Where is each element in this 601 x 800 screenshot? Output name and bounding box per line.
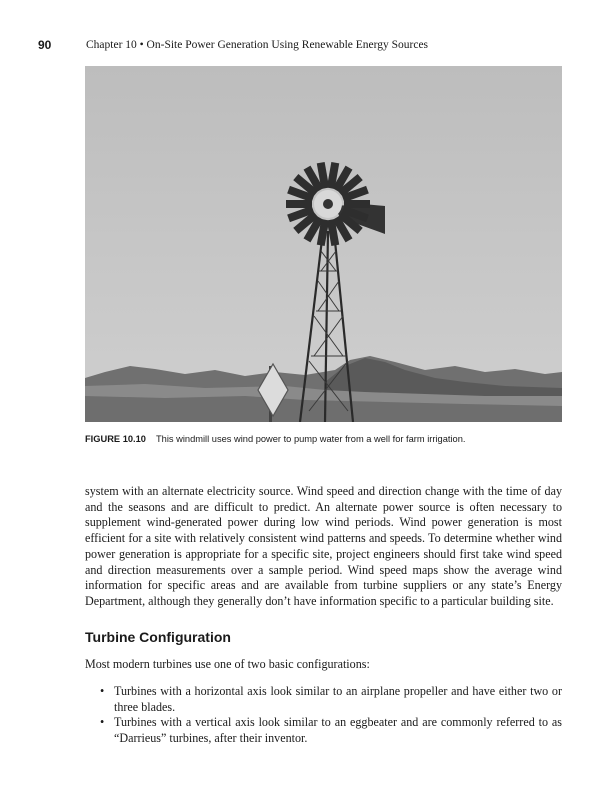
list-item	[85, 684, 562, 715]
figure-label: FIGURE 10.10	[85, 434, 146, 444]
figure-caption-text: This windmill uses wind power to pump water from a well for farm irrigation.	[155, 434, 466, 444]
bullet-list	[85, 684, 562, 747]
section-heading: Turbine Configuration	[85, 629, 231, 645]
list-item-text: Turbines with a horizontal axis look similar to an airplane propeller and have either two or three blades.	[114, 684, 562, 714]
windmill-photo	[85, 66, 562, 422]
windmill-photo-graphic	[85, 66, 562, 422]
bullet-dot: •	[100, 684, 105, 698]
list-item-text: Turbines with a vertical axis look similar to an eggbeater and are commonly referred to as “Darrieus” turbines, after their inventor.	[114, 715, 562, 746]
running-head: Chapter 10 • On-Site Power Generation Using Renewable Energy Sources	[86, 39, 429, 51]
body-paragraph: system with an alternate electricity source. Wind speed and direction change with the time of day and the seasons and are difficult to predict. An alternate power source is often necessary to supplement wind-generated power during low wind periods. Wind power generation is most efficient for a site with relatively consistent wind patterns and speeds. To determine whether wind power generation is appropriate for a specific site, project engineers should first take wind speed and direction measurements over a sample period. Wind speed maps show the average wind information for specific areas and are available from turbine suppliers or any state’s Energy Department, although they generally don’t have information specific to a particular building site.	[85, 484, 562, 608]
figure-caption	[85, 434, 562, 444]
bullet-dot: •	[100, 715, 105, 730]
page-number: 90	[38, 38, 52, 52]
list-item	[85, 715, 562, 746]
page-header	[38, 38, 568, 54]
section-intro: Most modern turbines use one of two basic configurations:	[85, 657, 370, 671]
